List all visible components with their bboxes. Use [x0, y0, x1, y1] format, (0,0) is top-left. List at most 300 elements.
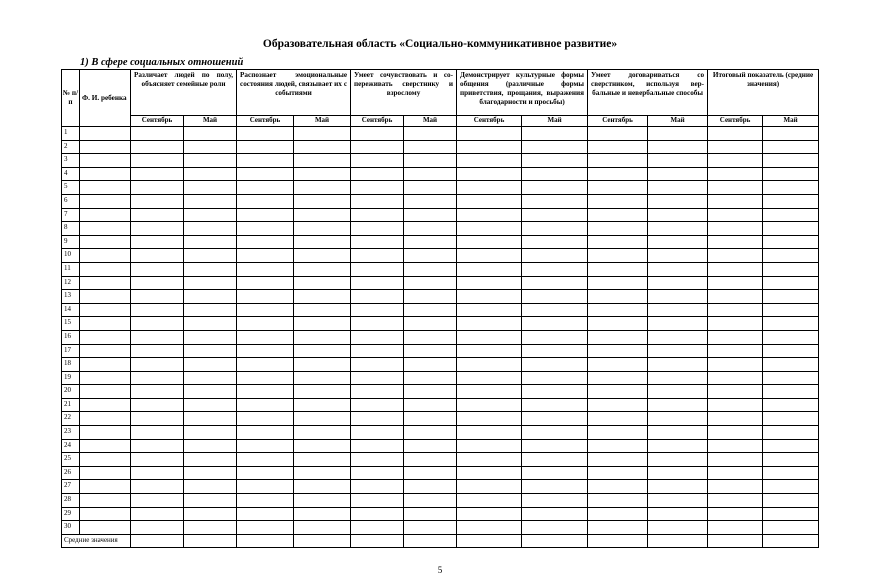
child-name-cell[interactable]	[80, 344, 131, 358]
score-cell[interactable]	[457, 181, 522, 195]
child-name-cell[interactable]	[80, 290, 131, 304]
score-cell[interactable]	[457, 208, 522, 222]
child-name-cell[interactable]	[80, 140, 131, 154]
score-cell[interactable]	[131, 317, 184, 331]
score-cell[interactable]	[351, 303, 404, 317]
score-cell[interactable]	[404, 426, 457, 440]
score-cell[interactable]	[708, 154, 763, 168]
score-cell[interactable]	[708, 466, 763, 480]
score-cell[interactable]	[351, 507, 404, 521]
average-cell[interactable]	[522, 534, 588, 548]
score-cell[interactable]	[588, 494, 648, 508]
score-cell[interactable]	[184, 167, 237, 181]
average-cell[interactable]	[237, 534, 294, 548]
score-cell[interactable]	[404, 303, 457, 317]
score-cell[interactable]	[404, 412, 457, 426]
score-cell[interactable]	[184, 439, 237, 453]
score-cell[interactable]	[404, 127, 457, 141]
score-cell[interactable]	[404, 167, 457, 181]
score-cell[interactable]	[404, 276, 457, 290]
score-cell[interactable]	[648, 276, 708, 290]
score-cell[interactable]	[588, 235, 648, 249]
score-cell[interactable]	[404, 181, 457, 195]
score-cell[interactable]	[763, 521, 819, 535]
score-cell[interactable]	[457, 154, 522, 168]
score-cell[interactable]	[404, 439, 457, 453]
score-cell[interactable]	[522, 194, 588, 208]
score-cell[interactable]	[237, 494, 294, 508]
score-cell[interactable]	[648, 521, 708, 535]
score-cell[interactable]	[708, 208, 763, 222]
score-cell[interactable]	[294, 154, 351, 168]
score-cell[interactable]	[184, 154, 237, 168]
score-cell[interactable]	[522, 521, 588, 535]
score-cell[interactable]	[457, 358, 522, 372]
score-cell[interactable]	[351, 262, 404, 276]
score-cell[interactable]	[131, 303, 184, 317]
score-cell[interactable]	[131, 453, 184, 467]
score-cell[interactable]	[763, 167, 819, 181]
score-cell[interactable]	[522, 426, 588, 440]
score-cell[interactable]	[404, 208, 457, 222]
score-cell[interactable]	[131, 398, 184, 412]
score-cell[interactable]	[588, 194, 648, 208]
score-cell[interactable]	[294, 480, 351, 494]
score-cell[interactable]	[237, 235, 294, 249]
score-cell[interactable]	[294, 167, 351, 181]
score-cell[interactable]	[237, 453, 294, 467]
score-cell[interactable]	[184, 140, 237, 154]
score-cell[interactable]	[351, 290, 404, 304]
score-cell[interactable]	[294, 344, 351, 358]
score-cell[interactable]	[404, 344, 457, 358]
score-cell[interactable]	[522, 181, 588, 195]
score-cell[interactable]	[763, 385, 819, 399]
score-cell[interactable]	[457, 222, 522, 236]
child-name-cell[interactable]	[80, 330, 131, 344]
score-cell[interactable]	[404, 262, 457, 276]
score-cell[interactable]	[351, 412, 404, 426]
score-cell[interactable]	[457, 344, 522, 358]
score-cell[interactable]	[237, 276, 294, 290]
score-cell[interactable]	[708, 194, 763, 208]
score-cell[interactable]	[404, 317, 457, 331]
score-cell[interactable]	[131, 371, 184, 385]
score-cell[interactable]	[763, 127, 819, 141]
score-cell[interactable]	[351, 439, 404, 453]
score-cell[interactable]	[522, 208, 588, 222]
score-cell[interactable]	[131, 507, 184, 521]
score-cell[interactable]	[522, 494, 588, 508]
score-cell[interactable]	[404, 371, 457, 385]
score-cell[interactable]	[457, 194, 522, 208]
average-cell[interactable]	[763, 534, 819, 548]
score-cell[interactable]	[708, 317, 763, 331]
child-name-cell[interactable]	[80, 154, 131, 168]
score-cell[interactable]	[457, 507, 522, 521]
score-cell[interactable]	[131, 439, 184, 453]
child-name-cell[interactable]	[80, 426, 131, 440]
score-cell[interactable]	[237, 439, 294, 453]
score-cell[interactable]	[763, 412, 819, 426]
score-cell[interactable]	[351, 344, 404, 358]
score-cell[interactable]	[522, 439, 588, 453]
score-cell[interactable]	[457, 276, 522, 290]
score-cell[interactable]	[184, 521, 237, 535]
score-cell[interactable]	[237, 181, 294, 195]
score-cell[interactable]	[237, 317, 294, 331]
score-cell[interactable]	[708, 521, 763, 535]
score-cell[interactable]	[522, 290, 588, 304]
child-name-cell[interactable]	[80, 249, 131, 263]
score-cell[interactable]	[184, 507, 237, 521]
score-cell[interactable]	[131, 235, 184, 249]
score-cell[interactable]	[522, 358, 588, 372]
score-cell[interactable]	[708, 480, 763, 494]
score-cell[interactable]	[237, 330, 294, 344]
score-cell[interactable]	[457, 385, 522, 399]
score-cell[interactable]	[457, 466, 522, 480]
score-cell[interactable]	[351, 480, 404, 494]
child-name-cell[interactable]	[80, 385, 131, 399]
score-cell[interactable]	[588, 358, 648, 372]
score-cell[interactable]	[648, 371, 708, 385]
score-cell[interactable]	[351, 385, 404, 399]
score-cell[interactable]	[648, 167, 708, 181]
score-cell[interactable]	[131, 140, 184, 154]
child-name-cell[interactable]	[80, 439, 131, 453]
score-cell[interactable]	[763, 398, 819, 412]
score-cell[interactable]	[131, 208, 184, 222]
score-cell[interactable]	[457, 480, 522, 494]
score-cell[interactable]	[404, 290, 457, 304]
score-cell[interactable]	[131, 181, 184, 195]
score-cell[interactable]	[404, 494, 457, 508]
score-cell[interactable]	[763, 330, 819, 344]
score-cell[interactable]	[131, 249, 184, 263]
child-name-cell[interactable]	[80, 303, 131, 317]
score-cell[interactable]	[457, 127, 522, 141]
average-cell[interactable]	[294, 534, 351, 548]
score-cell[interactable]	[351, 235, 404, 249]
score-cell[interactable]	[648, 358, 708, 372]
score-cell[interactable]	[404, 507, 457, 521]
score-cell[interactable]	[351, 167, 404, 181]
score-cell[interactable]	[184, 371, 237, 385]
score-cell[interactable]	[763, 154, 819, 168]
score-cell[interactable]	[648, 235, 708, 249]
score-cell[interactable]	[648, 494, 708, 508]
score-cell[interactable]	[457, 303, 522, 317]
score-cell[interactable]	[648, 208, 708, 222]
score-cell[interactable]	[763, 290, 819, 304]
score-cell[interactable]	[648, 222, 708, 236]
score-cell[interactable]	[184, 385, 237, 399]
score-cell[interactable]	[131, 154, 184, 168]
score-cell[interactable]	[648, 194, 708, 208]
score-cell[interactable]	[294, 385, 351, 399]
score-cell[interactable]	[237, 412, 294, 426]
score-cell[interactable]	[351, 453, 404, 467]
score-cell[interactable]	[648, 398, 708, 412]
score-cell[interactable]	[588, 426, 648, 440]
score-cell[interactable]	[708, 127, 763, 141]
score-cell[interactable]	[648, 453, 708, 467]
score-cell[interactable]	[522, 222, 588, 236]
score-cell[interactable]	[131, 262, 184, 276]
score-cell[interactable]	[522, 154, 588, 168]
score-cell[interactable]	[294, 371, 351, 385]
score-cell[interactable]	[648, 426, 708, 440]
score-cell[interactable]	[522, 276, 588, 290]
score-cell[interactable]	[404, 140, 457, 154]
score-cell[interactable]	[522, 412, 588, 426]
score-cell[interactable]	[648, 262, 708, 276]
score-cell[interactable]	[131, 494, 184, 508]
score-cell[interactable]	[588, 521, 648, 535]
score-cell[interactable]	[763, 507, 819, 521]
score-cell[interactable]	[763, 194, 819, 208]
child-name-cell[interactable]	[80, 494, 131, 508]
score-cell[interactable]	[648, 330, 708, 344]
average-cell[interactable]	[708, 534, 763, 548]
score-cell[interactable]	[588, 290, 648, 304]
score-cell[interactable]	[522, 385, 588, 399]
score-cell[interactable]	[351, 140, 404, 154]
score-cell[interactable]	[522, 330, 588, 344]
average-cell[interactable]	[184, 534, 237, 548]
score-cell[interactable]	[763, 303, 819, 317]
score-cell[interactable]	[237, 290, 294, 304]
score-cell[interactable]	[763, 358, 819, 372]
score-cell[interactable]	[131, 167, 184, 181]
score-cell[interactable]	[351, 194, 404, 208]
score-cell[interactable]	[522, 140, 588, 154]
score-cell[interactable]	[237, 249, 294, 263]
score-cell[interactable]	[648, 439, 708, 453]
score-cell[interactable]	[237, 426, 294, 440]
score-cell[interactable]	[184, 276, 237, 290]
score-cell[interactable]	[648, 127, 708, 141]
score-cell[interactable]	[708, 398, 763, 412]
score-cell[interactable]	[131, 276, 184, 290]
score-cell[interactable]	[294, 426, 351, 440]
average-cell[interactable]	[351, 534, 404, 548]
score-cell[interactable]	[457, 140, 522, 154]
score-cell[interactable]	[237, 303, 294, 317]
score-cell[interactable]	[131, 426, 184, 440]
score-cell[interactable]	[294, 262, 351, 276]
score-cell[interactable]	[294, 412, 351, 426]
score-cell[interactable]	[237, 521, 294, 535]
score-cell[interactable]	[237, 358, 294, 372]
average-cell[interactable]	[131, 534, 184, 548]
score-cell[interactable]	[522, 453, 588, 467]
score-cell[interactable]	[237, 154, 294, 168]
score-cell[interactable]	[237, 344, 294, 358]
score-cell[interactable]	[763, 453, 819, 467]
score-cell[interactable]	[588, 303, 648, 317]
score-cell[interactable]	[294, 208, 351, 222]
score-cell[interactable]	[351, 249, 404, 263]
score-cell[interactable]	[708, 262, 763, 276]
score-cell[interactable]	[294, 507, 351, 521]
child-name-cell[interactable]	[80, 194, 131, 208]
score-cell[interactable]	[237, 385, 294, 399]
score-cell[interactable]	[131, 521, 184, 535]
score-cell[interactable]	[131, 222, 184, 236]
score-cell[interactable]	[294, 290, 351, 304]
child-name-cell[interactable]	[80, 398, 131, 412]
score-cell[interactable]	[522, 127, 588, 141]
score-cell[interactable]	[708, 235, 763, 249]
score-cell[interactable]	[351, 426, 404, 440]
child-name-cell[interactable]	[80, 127, 131, 141]
score-cell[interactable]	[184, 317, 237, 331]
score-cell[interactable]	[131, 127, 184, 141]
score-cell[interactable]	[237, 262, 294, 276]
score-cell[interactable]	[708, 358, 763, 372]
score-cell[interactable]	[184, 181, 237, 195]
score-cell[interactable]	[588, 466, 648, 480]
score-cell[interactable]	[522, 480, 588, 494]
score-cell[interactable]	[522, 303, 588, 317]
score-cell[interactable]	[588, 127, 648, 141]
score-cell[interactable]	[457, 262, 522, 276]
score-cell[interactable]	[763, 466, 819, 480]
score-cell[interactable]	[237, 480, 294, 494]
child-name-cell[interactable]	[80, 235, 131, 249]
score-cell[interactable]	[294, 140, 351, 154]
score-cell[interactable]	[351, 466, 404, 480]
score-cell[interactable]	[522, 507, 588, 521]
score-cell[interactable]	[522, 371, 588, 385]
score-cell[interactable]	[648, 290, 708, 304]
score-cell[interactable]	[294, 222, 351, 236]
child-name-cell[interactable]	[80, 466, 131, 480]
score-cell[interactable]	[588, 249, 648, 263]
score-cell[interactable]	[588, 181, 648, 195]
score-cell[interactable]	[131, 290, 184, 304]
score-cell[interactable]	[131, 412, 184, 426]
child-name-cell[interactable]	[80, 412, 131, 426]
score-cell[interactable]	[237, 507, 294, 521]
score-cell[interactable]	[522, 344, 588, 358]
score-cell[interactable]	[648, 140, 708, 154]
score-cell[interactable]	[648, 154, 708, 168]
score-cell[interactable]	[588, 480, 648, 494]
score-cell[interactable]	[457, 494, 522, 508]
score-cell[interactable]	[708, 181, 763, 195]
score-cell[interactable]	[457, 412, 522, 426]
score-cell[interactable]	[588, 412, 648, 426]
score-cell[interactable]	[404, 480, 457, 494]
score-cell[interactable]	[763, 208, 819, 222]
score-cell[interactable]	[763, 371, 819, 385]
score-cell[interactable]	[184, 235, 237, 249]
score-cell[interactable]	[763, 181, 819, 195]
score-cell[interactable]	[294, 398, 351, 412]
score-cell[interactable]	[294, 317, 351, 331]
score-cell[interactable]	[351, 317, 404, 331]
score-cell[interactable]	[648, 480, 708, 494]
score-cell[interactable]	[404, 358, 457, 372]
child-name-cell[interactable]	[80, 371, 131, 385]
score-cell[interactable]	[588, 140, 648, 154]
score-cell[interactable]	[763, 222, 819, 236]
score-cell[interactable]	[588, 344, 648, 358]
score-cell[interactable]	[522, 398, 588, 412]
score-cell[interactable]	[588, 385, 648, 399]
score-cell[interactable]	[708, 426, 763, 440]
score-cell[interactable]	[404, 194, 457, 208]
score-cell[interactable]	[588, 262, 648, 276]
score-cell[interactable]	[648, 344, 708, 358]
score-cell[interactable]	[457, 521, 522, 535]
score-cell[interactable]	[404, 453, 457, 467]
score-cell[interactable]	[708, 249, 763, 263]
score-cell[interactable]	[763, 276, 819, 290]
score-cell[interactable]	[588, 208, 648, 222]
score-cell[interactable]	[237, 167, 294, 181]
score-cell[interactable]	[763, 140, 819, 154]
score-cell[interactable]	[522, 317, 588, 331]
score-cell[interactable]	[404, 222, 457, 236]
score-cell[interactable]	[404, 249, 457, 263]
score-cell[interactable]	[588, 330, 648, 344]
score-cell[interactable]	[457, 453, 522, 467]
score-cell[interactable]	[351, 494, 404, 508]
score-cell[interactable]	[131, 344, 184, 358]
score-cell[interactable]	[588, 453, 648, 467]
child-name-cell[interactable]	[80, 167, 131, 181]
score-cell[interactable]	[588, 317, 648, 331]
score-cell[interactable]	[522, 249, 588, 263]
score-cell[interactable]	[131, 480, 184, 494]
score-cell[interactable]	[457, 317, 522, 331]
score-cell[interactable]	[294, 330, 351, 344]
score-cell[interactable]	[237, 398, 294, 412]
score-cell[interactable]	[648, 412, 708, 426]
score-cell[interactable]	[708, 330, 763, 344]
score-cell[interactable]	[131, 358, 184, 372]
child-name-cell[interactable]	[80, 317, 131, 331]
score-cell[interactable]	[404, 235, 457, 249]
score-cell[interactable]	[351, 127, 404, 141]
score-cell[interactable]	[237, 127, 294, 141]
average-cell[interactable]	[457, 534, 522, 548]
score-cell[interactable]	[763, 480, 819, 494]
score-cell[interactable]	[648, 303, 708, 317]
score-cell[interactable]	[184, 194, 237, 208]
score-cell[interactable]	[648, 181, 708, 195]
child-name-cell[interactable]	[80, 276, 131, 290]
score-cell[interactable]	[237, 194, 294, 208]
score-cell[interactable]	[184, 466, 237, 480]
score-cell[interactable]	[184, 262, 237, 276]
score-cell[interactable]	[294, 494, 351, 508]
child-name-cell[interactable]	[80, 480, 131, 494]
score-cell[interactable]	[588, 222, 648, 236]
score-cell[interactable]	[351, 358, 404, 372]
score-cell[interactable]	[184, 303, 237, 317]
score-cell[interactable]	[708, 344, 763, 358]
score-cell[interactable]	[588, 154, 648, 168]
score-cell[interactable]	[131, 330, 184, 344]
score-cell[interactable]	[294, 194, 351, 208]
score-cell[interactable]	[184, 208, 237, 222]
score-cell[interactable]	[184, 398, 237, 412]
